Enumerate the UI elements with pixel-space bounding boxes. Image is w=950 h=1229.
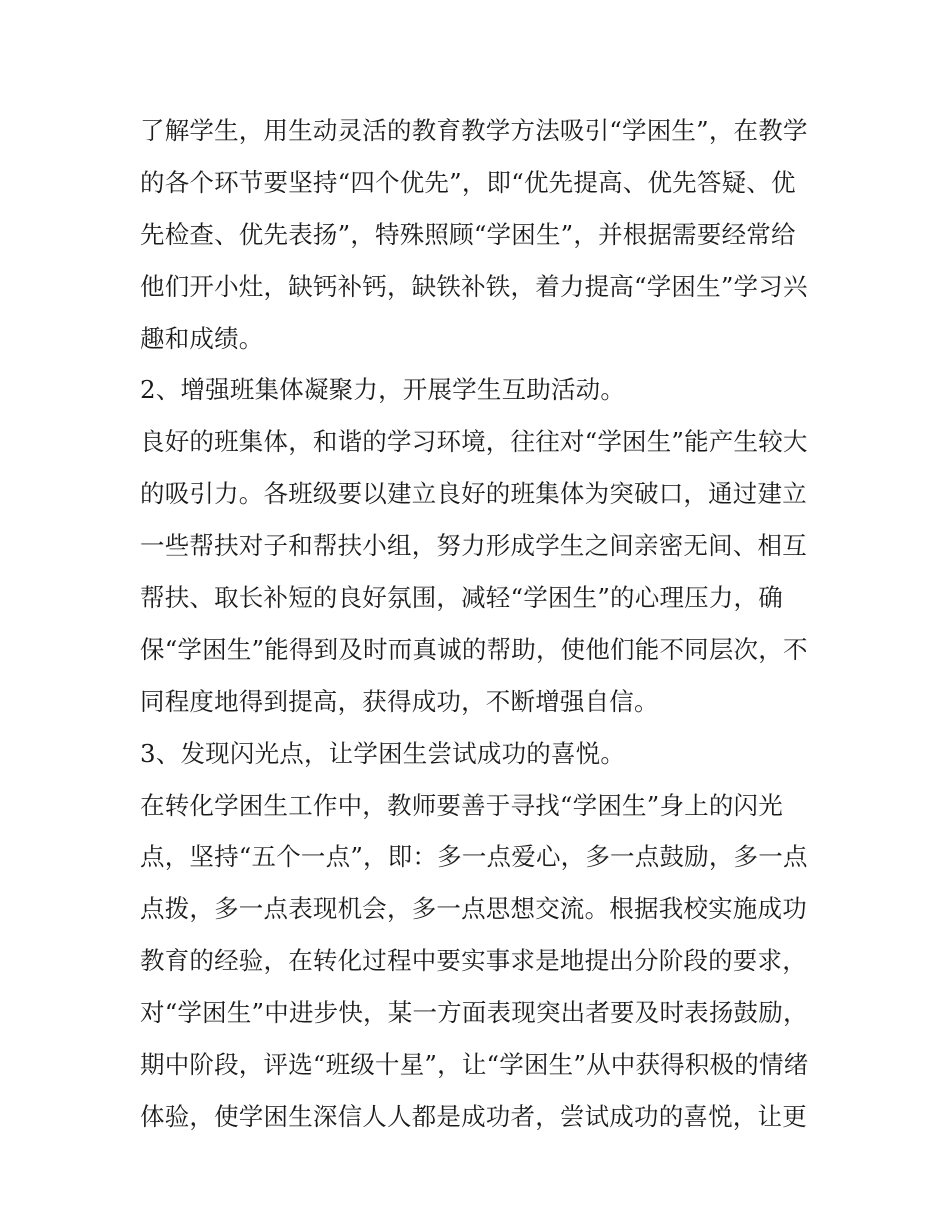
text-line: 同程度地得到提高，获得成功，不断增强自信。 xyxy=(140,686,659,716)
text-line: 保“学困生”能得到及时而真诚的帮助，使他们能不同层次，不 xyxy=(140,634,808,664)
text-line: 趣和成绩。 xyxy=(140,323,264,353)
text-line: 体验，使学困生深信人人都是成功者，尝试成功的喜悦，让更 xyxy=(140,1101,807,1131)
text-line: 良好的班集体，和谐的学习环境，往往对“学困生”能产生较大 xyxy=(140,427,808,457)
text-line: 的吸引力。各班级要以建立良好的班集体为突破口，通过建立 xyxy=(140,479,807,509)
section-heading: 3、发现闪光点，让学困生尝试成功的喜悦。 xyxy=(140,738,626,768)
text-line: 点，坚持“五个一点”，即：多一点爱心，多一点鼓励，多一点 xyxy=(140,842,808,872)
text-line: 先检查、优先表扬”，特殊照顾“学困生”，并根据需要经常给 xyxy=(140,219,796,249)
section-heading: 2、增强班集体凝聚力，开展学生互助活动。 xyxy=(140,375,626,405)
text-line: 帮扶、取长补短的良好氛围，减轻“学困生”的心理压力，确 xyxy=(140,583,783,613)
text-line: 对“学困生”中进步快，某一方面表现突出者要及时表扬鼓励， xyxy=(140,998,808,1028)
text-line: 期中阶段，评选“班级十星”，让“学困生”从中获得积极的情绪 xyxy=(140,1050,809,1080)
text-line: 教育的经验，在转化过程中要实事求是地提出分阶段的要求， xyxy=(140,946,807,976)
text-line: 的各个环节要坚持“四个优先”，即“优先提高、优先答疑、优 xyxy=(140,167,796,197)
text-line: 在转化学困生工作中，教师要善于寻找“学困生”身上的闪光 xyxy=(140,790,783,820)
text-line: 点拨，多一点表现机会，多一点思想交流。根据我校实施成功 xyxy=(140,894,807,924)
body-text xyxy=(140,105,820,1143)
text-line: 了解学生，用生动灵活的教育教学方法吸引“学困生”，在教学 xyxy=(140,116,808,145)
text-line: 他们开小灶，缺钙补钙，缺铁补铁，着力提高“学困生”学习兴 xyxy=(140,271,808,301)
text-line: 一些帮扶对子和帮扶小组，努力形成学生之间亲密无间、相互 xyxy=(140,531,807,561)
